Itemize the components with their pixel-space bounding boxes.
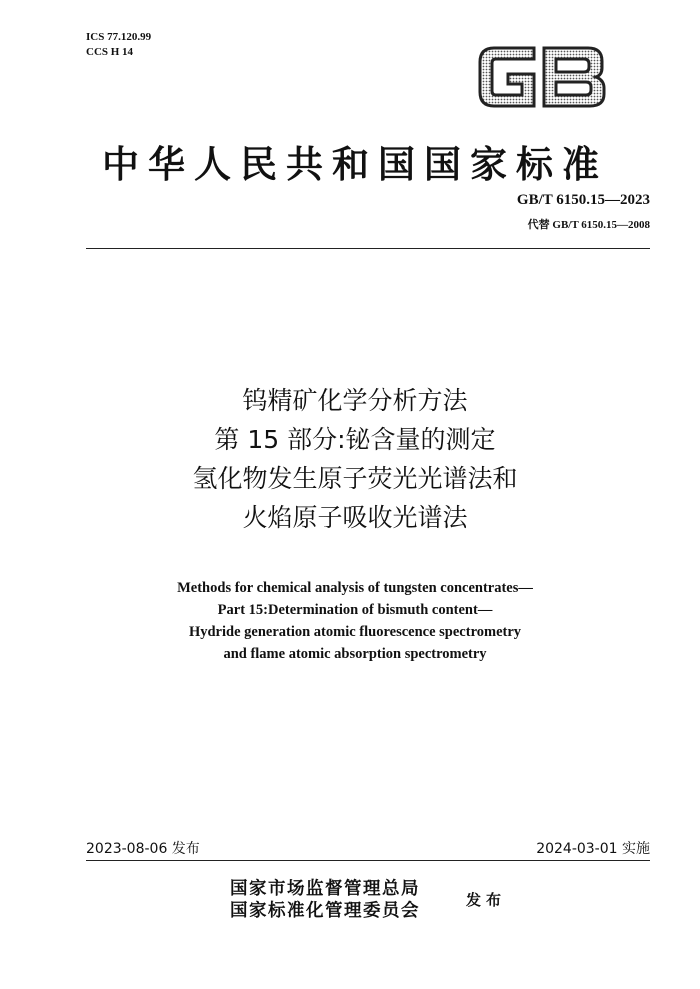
footer-divider [86, 860, 650, 861]
chinese-title-line-3: 氢化物发生原子荧光光谱法和 [192, 464, 518, 493]
svg-text:GB: GB [476, 44, 478, 45]
classification-codes [86, 30, 151, 60]
header-divider [86, 248, 650, 249]
chinese-title-line-2: 第 15 部分:铋含量的测定 [214, 425, 496, 454]
english-title-line-1: Methods for chemical analysis of tungsten concentrates— [177, 580, 533, 596]
ccs-code: CCS H 14 [86, 46, 134, 58]
replaces-standard: 代替 GB/T 6150.15—2008 [527, 219, 650, 231]
gb-logo [476, 44, 610, 110]
national-standard-heading: 中华人民共和国国家标准 [102, 142, 608, 186]
issuer-samr: 国家市场监督管理总局 [230, 879, 420, 899]
issuer-sac: 国家标准化管理委员会 [230, 901, 420, 921]
standard-number: GB/T 6150.15—2023 [516, 192, 650, 208]
chinese-title-line-1: 钨精矿化学分析方法 [242, 386, 468, 415]
ics-code: ICS 77.120.99 [86, 31, 152, 43]
issue-date: 2023-08-06 发布 [86, 841, 200, 857]
english-title-line-4: and flame atomic absorption spectrometry [223, 646, 487, 662]
english-title [60, 577, 650, 665]
publish-label: 发布 [466, 891, 507, 909]
chinese-title-line-4: 火焰原子吸收光谱法 [242, 503, 468, 532]
english-title-line-2: Part 15:Determination of bismuth content— [217, 602, 493, 618]
implementation-date: 2024-03-01 实施 [536, 841, 650, 857]
issuing-organizations [230, 878, 420, 922]
english-title-line-3: Hydride generation atomic fluorescence spectrometry [188, 624, 522, 640]
chinese-title [60, 381, 650, 537]
